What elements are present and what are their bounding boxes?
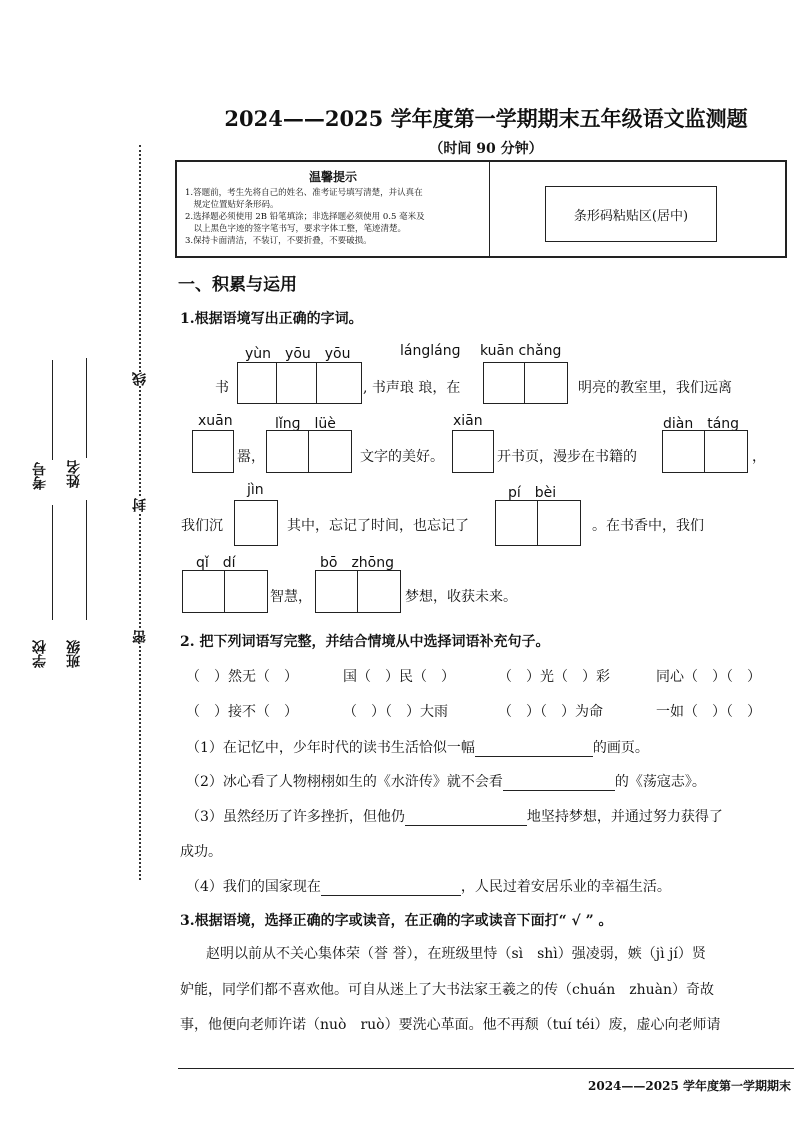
tips-line: 2.选择题必须使用 2B 铅笔填涂；非选择题必须使用 0.5 毫米及	[185, 212, 425, 222]
class-label: 班级	[66, 640, 82, 668]
fill-blank[interactable]	[405, 825, 527, 826]
exam-duration: （时间 90 分钟）	[429, 141, 543, 157]
idiom-blank[interactable]: 国（ ）民（ ）	[343, 669, 455, 685]
text-shusheng: , 书声琅 琅，在	[363, 380, 461, 396]
text-zhihui: 智慧，	[270, 589, 312, 605]
question-2-prompt: 2. 把下列词语写完整，并结合情境从中选择词语补充句子。	[180, 634, 550, 650]
sentence-1: （1）在记忆中，少年时代的读书生活恰似一幅 的画页。	[186, 740, 649, 756]
fill-blank[interactable]	[321, 895, 461, 896]
pinyin-langlang: lánglánɡ	[400, 343, 461, 359]
pinyin-jin: jìn	[247, 482, 264, 498]
passage-line: 赵明以前从不关心集体荣（誉 誉），在班级里恃（sì shì）强凌弱，嫉（jì jí）贤	[206, 946, 706, 962]
answer-grid-pibei[interactable]	[495, 500, 581, 546]
text-shu: 书	[215, 380, 229, 396]
footer-divider	[178, 1068, 794, 1069]
answer-grid-jin[interactable]	[234, 500, 278, 546]
text-qizhong: 其中，忘记了时间，也忘记了	[287, 518, 469, 534]
fill-blank[interactable]	[503, 790, 615, 791]
answer-grid-diantang[interactable]	[662, 430, 748, 473]
name-label: 姓名	[66, 460, 82, 488]
pinyin-kuanchang: kuān chǎng	[480, 343, 562, 359]
idiom-blank[interactable]: （ ）接不（ ）	[186, 704, 298, 720]
sentence-4: （4）我们的国家现在 ，人民过着安居乐业的幸福生活。	[186, 879, 671, 895]
pinyin-lingle: lǐnɡ lüè	[275, 416, 336, 432]
text-mengxiang: 梦想，收获未来。	[405, 589, 517, 605]
text-mingliang: 明亮的教室里，我们远离	[578, 380, 732, 396]
answer-grid-kuanchang[interactable]	[483, 362, 568, 404]
question-3-prompt: 3.根据语境，选择正确的字或读音，在正确的字或读音下面打“ √ ” 。	[180, 913, 613, 929]
page-footer: 2024——2025 学年度第一学期期末	[588, 1079, 791, 1093]
pinyin-diantang: diàn táng	[663, 416, 740, 432]
notice-table	[175, 160, 787, 258]
text-women-chen: 我们沉	[181, 518, 223, 534]
text-xuan-after: 嚣，	[237, 449, 265, 465]
idiom-blank[interactable]: （ ）（ ）为命	[498, 704, 603, 720]
text-shuxiang: 。在书香中，我们	[592, 518, 704, 534]
passage-line: 事，他便向老师许诺（nuò ruò）要洗心革面。他不再颓（tuí téi）废，虚心向老师请	[180, 1017, 721, 1033]
seal-char-xian: 线	[132, 372, 148, 386]
tips-line: 以上黑色字迹的签字笔书写，要求字体工整，笔迹清楚。	[185, 224, 407, 234]
idiom-blank[interactable]: （ ）（ ）大雨	[343, 704, 448, 720]
question-1-prompt: 1.根据语境写出正确的字词。	[180, 311, 363, 327]
tips-title: 温馨提示	[308, 170, 357, 184]
answer-grid-lingle[interactable]	[266, 430, 352, 473]
idiom-blank[interactable]: （ ）然无（ ）	[186, 669, 298, 685]
exam-no-line[interactable]	[52, 360, 53, 460]
fill-blank[interactable]	[475, 756, 593, 757]
pinyin-yun-you-you: yùn yōu yōu	[245, 346, 351, 362]
seal-char-feng: 封	[132, 498, 148, 512]
pinyin-qidi: qǐ dí	[196, 555, 236, 571]
seal-char-mi: 密	[132, 630, 148, 644]
idiom-blank[interactable]: 一如（ ）（ ）	[656, 704, 761, 720]
tips-line: 1.答题前，考生先将自己的姓名、准考证号填写清楚，并认真在	[185, 188, 423, 198]
pinyin-bozhong: bō zhōng	[320, 555, 394, 571]
school-label: 学校	[32, 640, 48, 668]
text-wenzi: 文字的美好。	[360, 449, 444, 465]
binding-dotted-line	[139, 145, 141, 880]
barcode-area: 条形码粘贴区(居中)	[545, 186, 717, 242]
idiom-blank[interactable]: 同心（ ）（ ）	[656, 669, 761, 685]
idiom-blank[interactable]: （ ）光（ ）彩	[498, 669, 610, 685]
sentence-3: （3）虽然经历了许多挫折，但他仍 地坚持梦想，并通过努力获得了	[186, 809, 723, 825]
text-kai: 开书页，漫步在书籍的	[497, 449, 637, 465]
page-title: 2024——2025 学年度第一学期期末五年级语文监测题	[224, 106, 748, 131]
sentence-3-cont: 成功。	[180, 844, 222, 860]
exam-no-label: 考号	[32, 462, 48, 490]
passage-line: 妒能，同学们都不喜欢他。可自从迷上了大书法家王羲之的传（chuán zhuàn）奇故	[180, 982, 715, 998]
name-line[interactable]	[86, 358, 87, 458]
pinyin-xian: xiān	[453, 413, 483, 429]
class-line[interactable]	[86, 500, 87, 620]
answer-grid-xuan[interactable]	[192, 430, 234, 473]
section-heading: 一、积累与运用	[178, 275, 297, 295]
text-comma: ，	[752, 449, 766, 465]
pinyin-pibei: pí bèi	[508, 485, 557, 501]
answer-grid-xian[interactable]	[452, 430, 494, 473]
school-line[interactable]	[52, 505, 53, 620]
tips-box	[177, 162, 490, 256]
pinyin-xuan: xuān	[198, 413, 233, 429]
answer-grid-yun-you-you[interactable]	[237, 362, 362, 404]
tips-line: 规定位置贴好条形码。	[185, 200, 279, 210]
sentence-2: （2）冰心看了人物栩栩如生的《水浒传》就不会看 的《荡寇志》。	[186, 774, 706, 790]
answer-grid-qidi[interactable]	[182, 570, 268, 613]
tips-line: 3.保持卡面清洁，不装订，不要折叠，不要破损。	[185, 236, 372, 246]
answer-grid-bozhong[interactable]	[315, 570, 401, 613]
